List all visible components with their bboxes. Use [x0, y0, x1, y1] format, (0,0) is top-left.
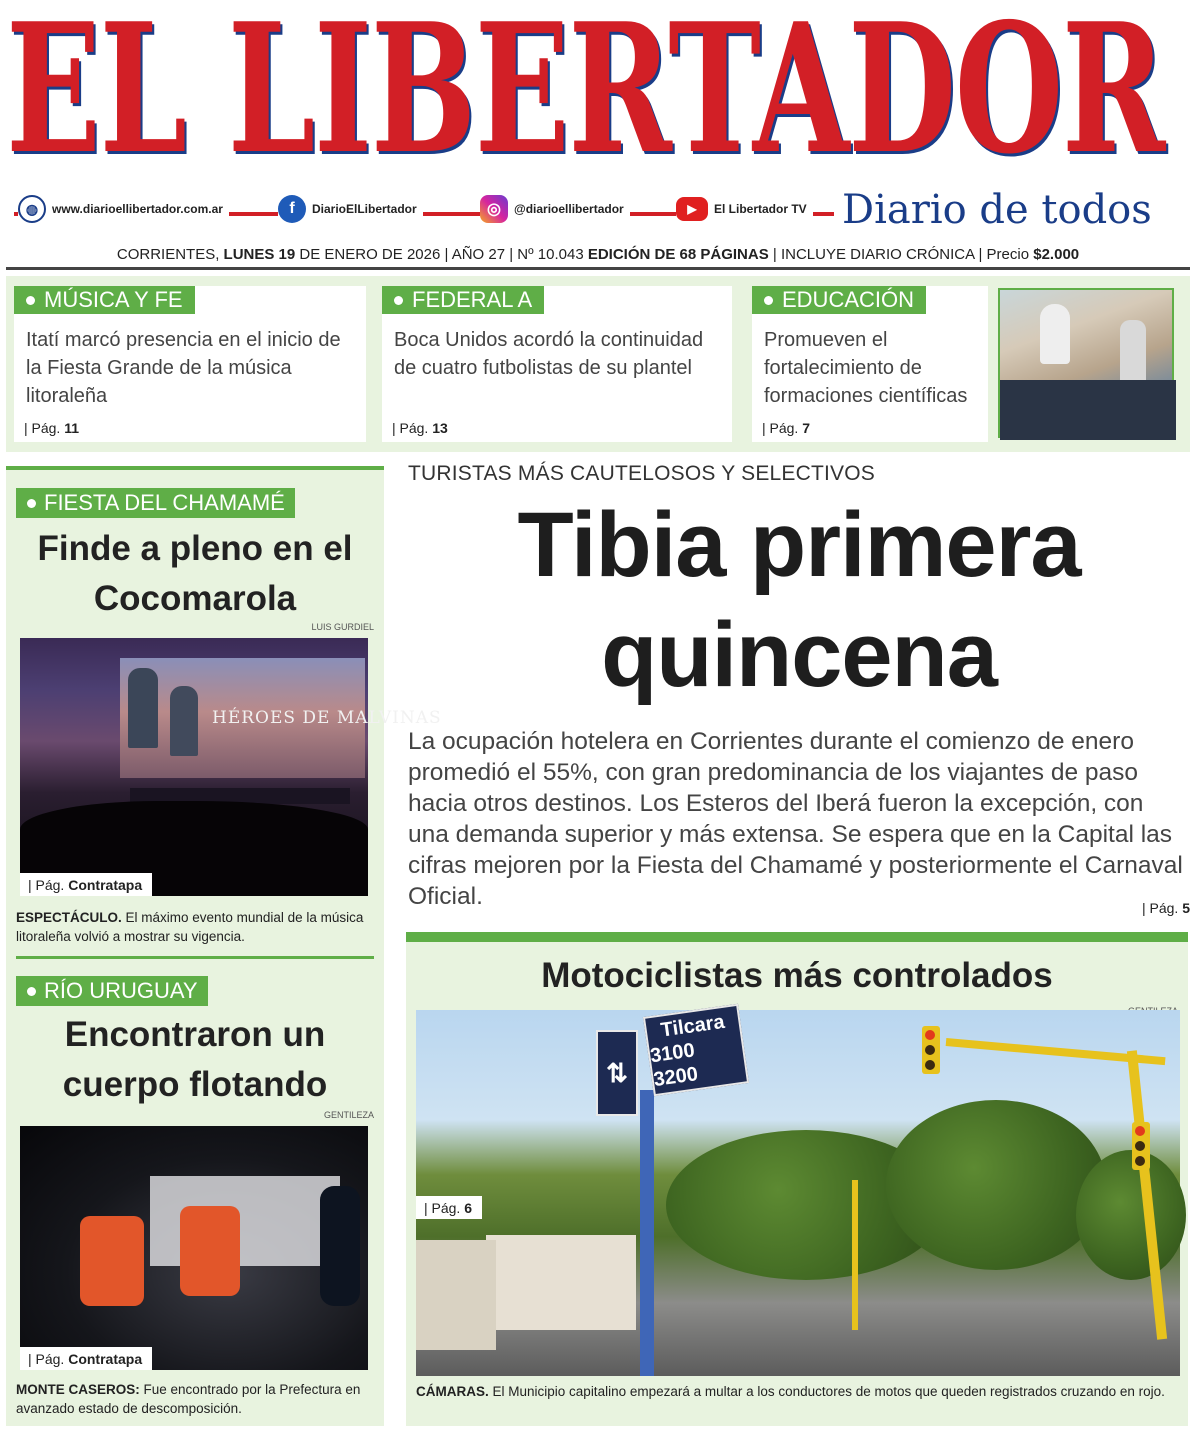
traffic-light-red: [1135, 1126, 1145, 1136]
dateline-price: $2.000: [1033, 246, 1080, 263]
officer-vest: [180, 1206, 240, 1296]
page-ref: [762, 420, 810, 436]
story-headline[interactable]: Finde a pleno en el Cocomarola: [37, 529, 353, 618]
page-ref: [392, 420, 448, 436]
tree-canopy: [886, 1100, 1106, 1270]
page-ref: [416, 1196, 482, 1219]
facebook-icon: f: [278, 195, 306, 223]
education-photo[interactable]: [998, 288, 1174, 438]
screen-caption: HÉROES DE MALVINAS: [212, 708, 442, 728]
youtube-icon: ▶: [676, 197, 708, 221]
page-ref: [20, 1347, 152, 1370]
tagline: Diario de todos: [842, 187, 1152, 233]
dateline-city: CORRIENTES,: [116, 246, 220, 263]
traffic-light-green: [925, 1060, 935, 1070]
page-ref: [24, 420, 79, 436]
screen-soldier: [170, 686, 198, 756]
teaser-educacion[interactable]: [752, 286, 988, 442]
direction-sign: ⇅: [596, 1030, 638, 1116]
photo-figure: [1040, 304, 1070, 364]
page-ref: [20, 873, 152, 896]
teaser-text: Boca Unidos acordó la continuidad de cuatro futbolistas de su plantel: [394, 329, 704, 379]
website-label: www.diarioellibertador.com.ar: [52, 202, 223, 216]
facebook-link[interactable]: [278, 194, 423, 224]
masthead: [0, 0, 1200, 193]
building: [416, 1240, 496, 1350]
story-divider: [16, 956, 374, 959]
caption-lead: MONTE CASEROS:: [16, 1382, 140, 1397]
traffic-light-red: [925, 1030, 935, 1040]
page-ref-prefix: | Pág.: [762, 420, 799, 436]
teaser-federal-a[interactable]: [382, 286, 732, 442]
teaser-kicker: EDUCACIÓN: [752, 286, 926, 314]
main-body: La ocupación hotelera en Corrientes durante el comienzo de enero promedió el 55%, con gran predominancia de los viajantes de paso hacia otros destinos. Los Esteros del Iberá fueron la excepción, con una demanda superior y más extensa. Se espera que en la Capital las cifras mejoren por la Fiesta del Chamamé y posteriormente el Carnaval Oficial.: [408, 728, 1183, 910]
photo-caption: [16, 1380, 376, 1418]
traffic-light-amber: [1135, 1141, 1145, 1151]
page-ref-prefix: | Pág.: [28, 1351, 65, 1367]
traffic-light-amber: [925, 1045, 935, 1055]
globe-icon: ◍: [18, 195, 46, 223]
page-ref-prefix: | Pág.: [424, 1200, 461, 1216]
teaser-text: Itatí marcó presencia en el inicio de la Fiesta Grande de la música litoraleña: [26, 329, 341, 407]
photo-audience: [1000, 380, 1176, 440]
teaser-kicker: FEDERAL A: [382, 286, 544, 314]
photo-caption: [16, 908, 376, 946]
page-ref-number: 6: [464, 1200, 473, 1216]
page-ref-number: 13: [432, 420, 448, 436]
tree-canopy: [1076, 1150, 1186, 1280]
caption-text: Fue encontrado por la Prefectura en avanzado estado de descomposición.: [16, 1382, 361, 1416]
page-ref-number: Contratapa: [68, 877, 143, 893]
main-headline[interactable]: Tibia primera quincena: [517, 494, 1081, 706]
story-kicker: RÍO URUGUAY: [16, 976, 208, 1006]
rescue-photo[interactable]: [20, 1126, 368, 1370]
street-photo[interactable]: [416, 1010, 1180, 1376]
newspaper-logo: EL LIBERTADOR: [6, 0, 1165, 193]
page-ref-number: 7: [802, 420, 811, 436]
page-ref-number: 11: [64, 420, 80, 436]
sign-pole: [640, 1090, 654, 1376]
dateline-includes: | INCLUYE DIARIO CRÓNICA | Precio: [772, 246, 1030, 263]
page-ref-prefix: | Pág.: [1141, 900, 1179, 916]
street-numbers: 3100 3200: [648, 1039, 700, 1092]
page-ref-number: Contratapa: [68, 1351, 143, 1367]
dateline: [6, 242, 1190, 270]
second-story: [406, 932, 1188, 1426]
truck-bed: [150, 1176, 340, 1266]
caption-lead: CÁMARAS.: [416, 1384, 489, 1399]
police-officer: [320, 1186, 360, 1306]
teaser-text: Promueven el fortalecimiento de formaciones científicas: [764, 329, 968, 407]
concert-photo[interactable]: [20, 638, 442, 896]
caption-text: El máximo evento mundial de la música litoraleña volvió a mostrar su vigencia.: [16, 910, 364, 944]
social-bar: [14, 192, 836, 228]
youtube-label: El Libertador TV: [714, 202, 807, 216]
story-headline[interactable]: Motociclistas más controlados: [541, 956, 1053, 995]
traffic-light: [922, 1026, 940, 1074]
screen-soldier: [128, 668, 158, 748]
instagram-link[interactable]: [480, 194, 630, 224]
facebook-label: DiarioElLibertador: [312, 202, 417, 216]
traffic-light-pole: [852, 1180, 858, 1330]
officer-vest: [80, 1216, 144, 1306]
left-column: [6, 466, 442, 1426]
instagram-label: @diarioellibertador: [514, 202, 624, 216]
page-ref-prefix: | Pág.: [24, 420, 61, 436]
caption-lead: ESPECTÁCULO.: [16, 910, 122, 925]
page-ref-number: 5: [1182, 900, 1190, 916]
website-link[interactable]: [18, 194, 229, 224]
traffic-light-green: [1135, 1156, 1145, 1166]
dateline-edition: EDICIÓN DE 68 PÁGINAS: [587, 246, 769, 263]
street-name: Tilcara: [659, 1010, 726, 1042]
youtube-link[interactable]: [676, 194, 813, 224]
corner-store: [486, 1235, 636, 1330]
caption-text: El Municipio capitalino empezará a multar a los conductores de motos que queden registrados cruzando en rojo.: [492, 1384, 1165, 1399]
page-ref: [1142, 900, 1190, 916]
photo-credit: GENTILEZA: [323, 1110, 374, 1120]
page-ref-prefix: | Pág.: [392, 420, 429, 436]
story-kicker: FIESTA DEL CHAMAMÉ: [16, 488, 295, 518]
dateline-day: LUNES 19: [223, 246, 296, 263]
main-kicker: TURISTAS MÁS CAUTELOSOS Y SELECTIVOS: [408, 462, 875, 485]
page-ref-prefix: | Pág.: [28, 877, 65, 893]
photo-caption: [416, 1382, 1182, 1401]
street-sign: [643, 1004, 749, 1097]
teaser-musica-y-fe[interactable]: [14, 286, 366, 442]
instagram-icon: ◎: [480, 195, 508, 223]
dateline-date: DE ENERO DE 2026 | AÑO 27 | Nº 10.043: [299, 246, 584, 263]
teaser-kicker: MÚSICA Y FE: [14, 286, 195, 314]
story-headline[interactable]: Encontraron un cuerpo flotando: [62, 1015, 328, 1104]
traffic-light: [1132, 1122, 1150, 1170]
photo-credit: LUIS GURDIEL: [311, 622, 374, 632]
